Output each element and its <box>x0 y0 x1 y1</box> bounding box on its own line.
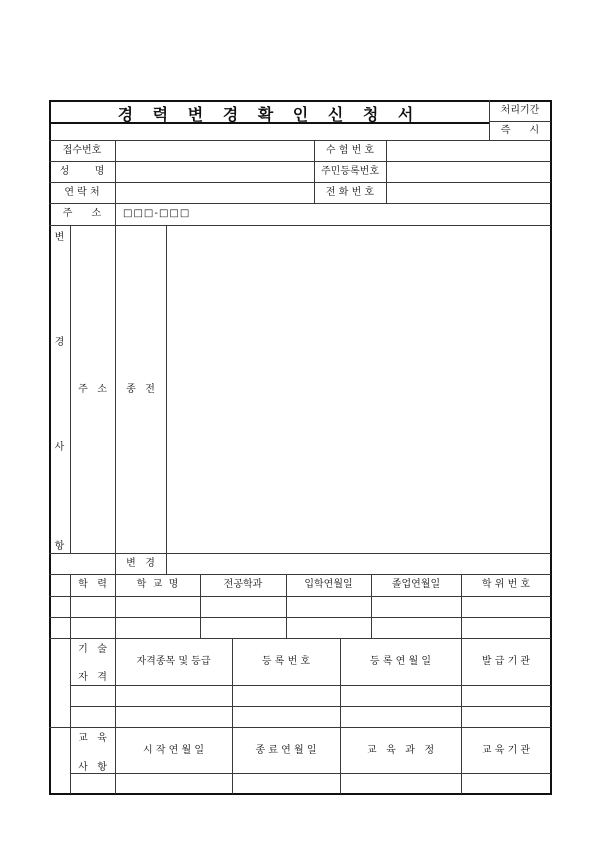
postal-code-boxes[interactable]: □□□-□□□ <box>123 208 191 219</box>
after-change-label: 변 경 <box>126 558 155 569</box>
qualification-label-line2: 자 격 <box>78 672 107 683</box>
qualification-grade-header: 자격종목 및 등급 <box>136 656 211 667</box>
training-agency-header: 교 육 기 관 <box>481 745 531 756</box>
form-title: 경 력 변 경 확 인 신 청 서 <box>117 105 421 124</box>
registration-date-header: 등 록 연 월 일 <box>369 656 431 667</box>
before-change-label: 종 전 <box>126 384 155 395</box>
education-label: 학 력 <box>78 579 107 590</box>
change-section-char-2: 경 <box>54 337 65 348</box>
exam-number-label: 수 험 번 호 <box>325 145 375 156</box>
name-field[interactable] <box>116 162 314 182</box>
exam-number-field[interactable] <box>387 141 550 161</box>
processing-period-label: 처리기간 <box>500 105 540 116</box>
issuing-agency-header: 발 급 기 관 <box>481 656 531 667</box>
training-label-line2: 사 항 <box>78 762 107 773</box>
change-address-label: 주 소 <box>78 384 107 395</box>
divider <box>70 706 551 707</box>
address-label: 주 소 <box>62 208 102 219</box>
change-section-char-3: 사 <box>54 442 65 453</box>
divider <box>49 596 551 597</box>
contact-field[interactable] <box>116 183 314 203</box>
receipt-number-label: 접수번호 <box>62 145 102 156</box>
divider <box>49 638 551 639</box>
form-border-right <box>550 100 552 795</box>
qualification-label-line1: 기 술 <box>78 644 107 655</box>
graduation-date-header: 졸업연월일 <box>391 579 441 590</box>
divider <box>70 685 551 686</box>
divider <box>115 225 116 574</box>
receipt-number-field[interactable] <box>116 141 314 161</box>
phone-number-label: 전 화 번 호 <box>325 187 375 198</box>
admission-date-header: 입학연월일 <box>304 579 353 590</box>
end-date-header: 종 료 연 월 일 <box>255 745 317 756</box>
divider <box>489 121 551 122</box>
form-border-bottom <box>49 793 552 795</box>
start-date-header: 시 작 연 월 일 <box>142 745 204 756</box>
training-label-line1: 교 육 <box>78 733 107 744</box>
change-section-char-4: 항 <box>54 541 65 552</box>
resident-number-label: 주민등록번호 <box>321 166 379 177</box>
major-header: 전공학과 <box>223 579 263 590</box>
degree-number-header: 학 위 번 호 <box>481 579 531 590</box>
divider <box>70 773 551 774</box>
divider <box>49 574 551 575</box>
before-change-field[interactable] <box>167 226 550 552</box>
divider <box>49 617 551 618</box>
resident-number-field[interactable] <box>387 162 550 182</box>
registration-number-header: 등 록 번 호 <box>261 656 311 667</box>
divider <box>49 727 551 728</box>
course-header: 교 육 과 정 <box>366 745 435 756</box>
after-change-field[interactable] <box>167 554 550 574</box>
divider <box>70 574 71 794</box>
contact-label: 연 락 처 <box>64 187 100 198</box>
change-section-char-1: 변 <box>54 232 65 243</box>
processing-period-value: 즉 시 <box>500 125 540 136</box>
phone-number-field[interactable] <box>387 183 550 203</box>
divider <box>49 203 551 204</box>
name-label: 성 명 <box>59 166 105 177</box>
school-name-header: 학 교 명 <box>136 579 179 590</box>
